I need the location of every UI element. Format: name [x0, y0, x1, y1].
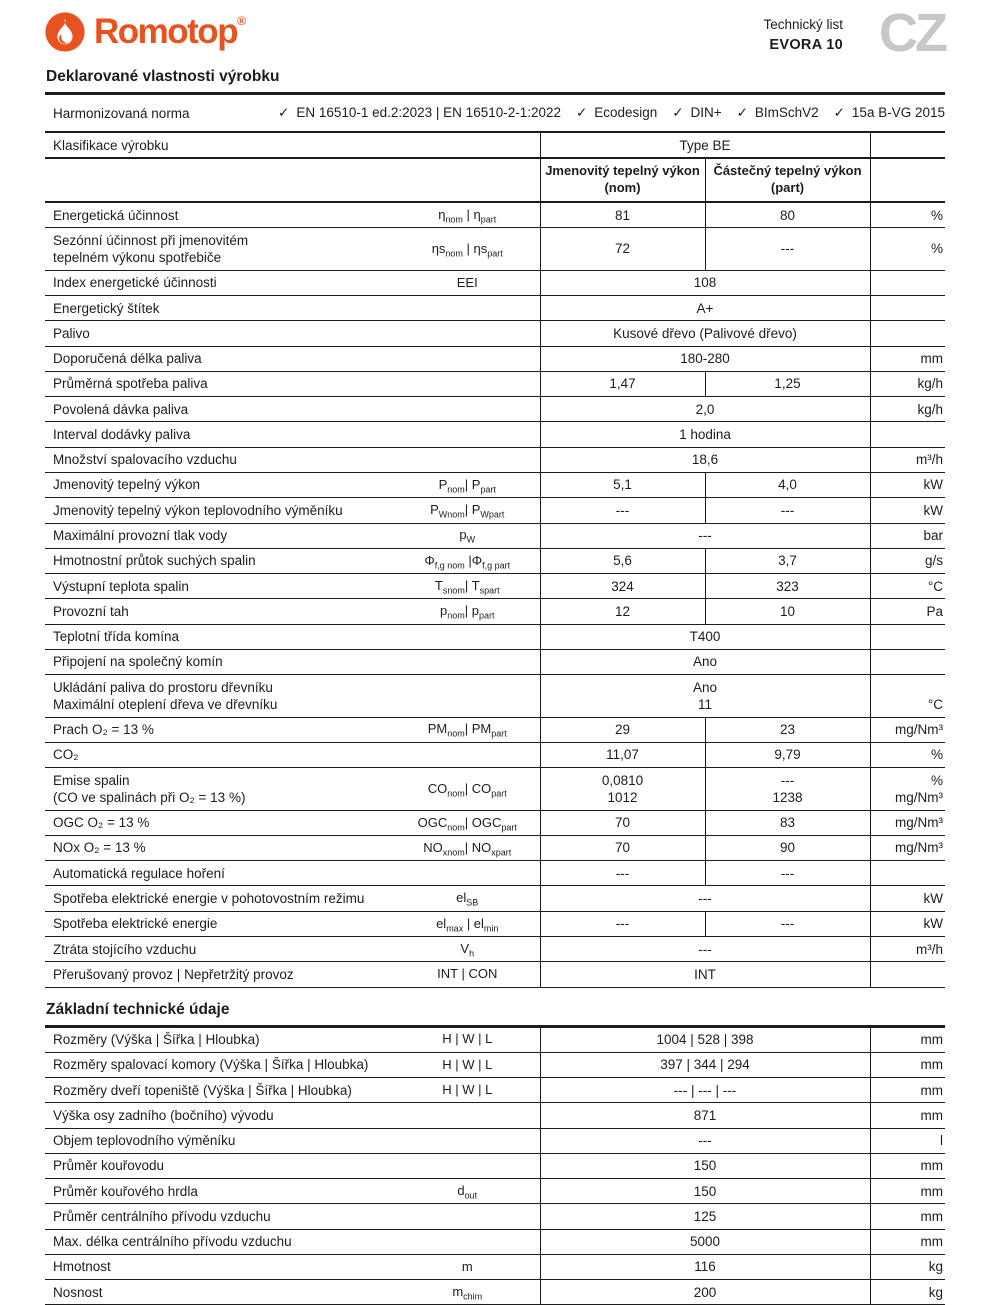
check-icon: ✓ [278, 105, 290, 120]
brand-name: Romotop® [94, 12, 246, 51]
unit-cell [870, 270, 945, 295]
row-label: Průměr kouřového hrdla [53, 1183, 198, 1199]
value-cell: 180-280 [540, 346, 870, 371]
value-cell-partial: 1,25 [705, 371, 870, 396]
unit-cell: mm [870, 346, 945, 371]
row-symbol: $P_{nom}|$ $P_{part}$ [438, 476, 496, 495]
row-label: Hmotnostní průtok suchých spalin [53, 553, 256, 569]
table-row [45, 886, 945, 911]
unit-cell: mm [870, 1103, 945, 1128]
row-label: Povolená dávka paliva [53, 401, 189, 417]
table-row [45, 548, 945, 573]
row-symbol: $p_W$ [459, 527, 476, 545]
value-cell-partial: 80 [705, 202, 870, 228]
row-symbol: $el_{max}$ | $el_{min}$ [436, 915, 499, 934]
col-header-line: Jmenovitý tepelný výkon [545, 163, 700, 179]
row-symbol: $OGC_{nom}|$ $OGC_{part}$ [417, 814, 517, 833]
value-cell: 1 hodina [540, 422, 870, 447]
norm-label: Harmonizovaná norma [53, 105, 190, 121]
value-cell-partial: 10 [705, 599, 870, 624]
table-row [45, 624, 945, 649]
unit-cell: % [870, 742, 945, 767]
column-header-row [45, 158, 945, 202]
value-cell-partial: --- [705, 911, 870, 936]
value-line: 0,0810 [601, 772, 644, 788]
unit-cell: kW [870, 886, 945, 911]
row-label: Výstupní teplota spalin [53, 578, 189, 594]
value-line: 1238 [772, 789, 803, 805]
unit-cell: m³/h [870, 937, 945, 962]
row-label: Doporučená délka paliva [53, 351, 202, 367]
norm-item [672, 105, 721, 121]
row-symbol: $el_{SB}$ [456, 890, 479, 908]
table-row [45, 911, 945, 936]
row-label: CO₂ [53, 747, 79, 763]
unit-cell: °C [870, 574, 945, 599]
row-symbol [395, 397, 540, 422]
value-cell: --- | --- | --- [540, 1078, 870, 1103]
norm-item [737, 105, 819, 121]
row-symbol: $\eta_{nom}$ | $\eta_{part}$ [438, 206, 497, 225]
table-row [45, 1179, 945, 1204]
row-symbol: $\eta s_{nom}$ | $\eta s_{part}$ [431, 240, 503, 259]
unit-cell [870, 649, 945, 674]
row-symbol [395, 346, 540, 371]
unit-cell: mg/Nm³ [870, 717, 945, 742]
row-label: Průměr centrálního přívodu vzduchu [53, 1208, 271, 1224]
unit-cell: m³/h [870, 447, 945, 472]
row-symbol [395, 1229, 540, 1254]
row-label: Rozměry (Výška | Šířka | Hloubka) [53, 1032, 260, 1048]
value-line: 11 [697, 696, 712, 712]
table-row [45, 1153, 945, 1178]
row-label: Automatická regulace hoření [53, 865, 225, 881]
value-cell-nominal: 324 [540, 574, 705, 599]
flame-icon [45, 12, 85, 52]
unit-cell: Pa [870, 599, 945, 624]
row-label: Energetická účinnost [53, 207, 179, 223]
value-cell-partial [705, 768, 870, 811]
unit-line: mg/Nm³ [895, 789, 943, 805]
row-label-line: Maximální oteplení dřeva ve dřevníku [53, 696, 278, 712]
table-row [45, 810, 945, 835]
value-cell-partial: 4,0 [705, 472, 870, 497]
table-row [45, 835, 945, 860]
row-label: Index energetické účinnosti [53, 275, 217, 291]
table-row [45, 447, 945, 472]
row-label: Přerušovaný provoz | Nepřetržitý provoz [53, 966, 294, 982]
value-cell: T400 [540, 624, 870, 649]
value-line: Ano [692, 679, 718, 695]
row-symbol: $p_{nom}|$ $p_{part}$ [440, 603, 495, 621]
row-label [45, 768, 395, 811]
value-cell: 150 [540, 1153, 870, 1178]
row-symbol: H | W | L [442, 1056, 493, 1072]
value-cell: 871 [540, 1103, 870, 1128]
row-symbol: EEI [456, 274, 478, 290]
check-icon: ✓ [575, 105, 588, 120]
row-label: Rozměry spalovací komory (Výška | Šířka | Hloubka) [53, 1057, 369, 1073]
table-row [45, 1052, 945, 1077]
romotop-logo [45, 10, 246, 54]
row-symbol [395, 742, 540, 767]
value-cell: 125 [540, 1204, 870, 1229]
value-cell: Ano [540, 649, 870, 674]
basic-technical-table [45, 1028, 945, 1305]
value-cell: 397 | 344 | 294 [540, 1052, 870, 1077]
unit-cell: mm [870, 1052, 945, 1077]
section-title-declared: Deklarované vlastnosti výrobku [45, 68, 945, 95]
row-label: OGC O₂ = 13 % [53, 815, 150, 831]
row-symbol: INT | CON [437, 966, 498, 982]
norm-item-label: BImSchV2 [754, 105, 819, 120]
unit-cell: kg [870, 1280, 945, 1305]
value-cell: 108 [540, 270, 870, 295]
table-row [45, 1103, 945, 1128]
value-cell: 2,0 [540, 397, 870, 422]
row-symbol [395, 371, 540, 396]
value-cell: --- [540, 1128, 870, 1153]
row-symbol [395, 1204, 540, 1229]
check-icon: ✓ [833, 105, 845, 120]
value-cell-nominal: 81 [540, 202, 705, 228]
row-symbol [395, 861, 540, 886]
norm-item-label: 15a B-VG 2015 [851, 105, 945, 120]
table-row [45, 472, 945, 497]
value-cell: INT [540, 962, 870, 987]
table-row [45, 270, 945, 295]
value-cell-nominal: --- [540, 498, 705, 523]
value-cell: 18,6 [540, 447, 870, 472]
row-label: Jmenovitý tepelný výkon [53, 477, 201, 493]
table-row [45, 523, 945, 548]
col-header-line: (nom) [604, 180, 641, 196]
table-row [45, 202, 945, 228]
value-cell-nominal: 5,1 [540, 472, 705, 497]
unit-cell [870, 133, 945, 158]
unit-cell: kW [870, 498, 945, 523]
row-symbol [395, 133, 540, 158]
unit-cell [870, 861, 945, 886]
table-row [45, 422, 945, 447]
unit-cell: l [870, 1128, 945, 1153]
row-label-line: Emise spalin [53, 772, 130, 788]
row-label: Ztráta stojícího vzduchu [53, 941, 197, 957]
unit-cell: kW [870, 472, 945, 497]
registered-mark-icon: ® [237, 14, 246, 28]
row-symbol [395, 1103, 540, 1128]
row-symbol [395, 321, 540, 346]
value-cell-nominal: 29 [540, 717, 705, 742]
language-badge: CZ [879, 3, 945, 63]
row-label-line: Sezónní účinnost při jmenovitém [53, 232, 249, 248]
row-label [45, 228, 395, 271]
unit-cell [870, 962, 945, 987]
norm-item-label: DIN+ [690, 105, 722, 120]
row-label: Průměrná spotřeba paliva [53, 376, 208, 392]
table-row [45, 1028, 945, 1053]
row-label-line: tepelném výkonu spotřebiče [53, 250, 222, 266]
unit-cell [870, 158, 945, 202]
value-cell: A+ [540, 296, 870, 321]
value-cell-nominal: --- [540, 861, 705, 886]
row-symbol [395, 158, 540, 202]
row-label [45, 675, 395, 718]
table-row [45, 371, 945, 396]
row-label-line: (CO ve spalinách při O₂ = 13 %) [53, 789, 246, 805]
row-label: Objem teplovodního výměníku [53, 1133, 236, 1149]
row-symbol [395, 649, 540, 674]
value-cell-nominal: 72 [540, 228, 705, 271]
table-row [45, 717, 945, 742]
row-label-line: Ukládání paliva do prostoru dřevníku [53, 679, 273, 695]
norm-item-label: Ecodesign [594, 105, 658, 120]
value-cell [540, 675, 870, 718]
model-name: EVORA 10 [769, 36, 843, 53]
table-row [45, 937, 945, 962]
row-label: Spotřeba elektrické energie [53, 916, 218, 932]
table-row [45, 498, 945, 523]
unit-cell: mm [870, 1229, 945, 1254]
row-symbol [395, 422, 540, 447]
table-row [45, 321, 945, 346]
row-label: Výška osy zadního (bočního) vývodu [53, 1107, 274, 1123]
unit-cell [870, 768, 945, 811]
row-label: Maximální provozní tlak vody [53, 528, 228, 543]
norm-items [278, 105, 945, 121]
row-symbol: $d_{out}$ [457, 1182, 478, 1201]
unit-cell: kg/h [870, 397, 945, 422]
value-cell: 200 [540, 1280, 870, 1305]
row-symbol [395, 296, 540, 321]
row-label: Interval dodávky paliva [53, 426, 191, 442]
page-header [45, 3, 945, 63]
table-row [45, 962, 945, 987]
value-cell: Kusové dřevo (Palivové dřevo) [540, 321, 870, 346]
norm-item [278, 105, 561, 121]
table-row [45, 1078, 945, 1103]
row-symbol [395, 1153, 540, 1178]
table-row [45, 574, 945, 599]
value-cell: --- [540, 937, 870, 962]
row-symbol [395, 675, 540, 718]
norm-item [834, 105, 945, 121]
value-cell: 1004 | 528 | 398 [540, 1028, 870, 1053]
table-row [45, 228, 945, 271]
unit-cell [870, 321, 945, 346]
row-label: Klasifikace výrobku [53, 137, 169, 153]
row-label: Teplotní třída komína [53, 629, 180, 645]
unit-cell [870, 296, 945, 321]
row-symbol: $NO_{xnom}|$ $NO_{xpart}$ [423, 839, 512, 858]
check-icon: ✓ [736, 105, 748, 120]
unit-cell: % [870, 228, 945, 271]
row-label: Průměr kouřovodu [53, 1158, 165, 1174]
row-label: NOx O₂ = 13 % [53, 840, 146, 856]
row-symbol: m [461, 1258, 473, 1274]
declared-properties-table [45, 133, 945, 988]
table-row [45, 1280, 945, 1305]
row-symbol [395, 624, 540, 649]
unit-cell: mm [870, 1078, 945, 1103]
table-row [45, 1254, 945, 1279]
col-header-nominal [540, 158, 705, 202]
table-row [45, 675, 945, 718]
row-symbol: $P_{Wnom}|$ $P_{Wpart}$ [430, 502, 505, 520]
table-row [45, 296, 945, 321]
unit-cell: mg/Nm³ [870, 835, 945, 860]
doc-type: Technický list [763, 17, 843, 32]
value-cell-partial: 323 [705, 574, 870, 599]
col-header-partial [705, 158, 870, 202]
value-cell: --- [540, 886, 870, 911]
col-header-line: (part) [770, 180, 805, 196]
table-row [45, 397, 945, 422]
row-symbol: $m_{chim}$ [452, 1284, 483, 1302]
row-symbol: $\Phi_{f,g nom}$ $|\Phi_{f,g part}$ [424, 552, 511, 571]
row-label: Provozní tah [53, 603, 129, 619]
row-symbol [395, 447, 540, 472]
value-line: --- [780, 772, 795, 788]
table-row [45, 1229, 945, 1254]
row-label: Prach O₂ = 13 % [53, 722, 154, 738]
value-cell-partial: --- [705, 228, 870, 271]
unit-cell [870, 422, 945, 447]
value-cell-nominal [540, 768, 705, 811]
unit-cell: kg [870, 1254, 945, 1279]
document-meta [763, 10, 843, 56]
value-cell-nominal: 5,6 [540, 548, 705, 573]
row-label: Spotřeba elektrické energie v pohotovostním režimu [53, 890, 365, 906]
table-row [45, 1128, 945, 1153]
row-symbol: $CO_{nom}|$ $CO_{part}$ [427, 780, 507, 799]
norm-item [576, 105, 657, 121]
row-label: Max. délka centrálního přívodu vzduchu [53, 1234, 292, 1250]
classification-value: Type BE [540, 133, 870, 158]
row-symbol [395, 1128, 540, 1153]
value-cell-partial: --- [705, 861, 870, 886]
row-symbol: $PM_{nom}|$ $PM_{part}$ [427, 721, 507, 740]
value-cell-partial: 9,79 [705, 742, 870, 767]
classification-row [45, 133, 945, 158]
harmonized-norm-row [45, 95, 945, 133]
row-symbol: $T_{snom}|$ $T_{spart}$ [434, 577, 500, 596]
table-row [45, 649, 945, 674]
row-label: Palivo [53, 325, 90, 341]
value-cell-nominal: 1,47 [540, 371, 705, 396]
unit-cell [870, 624, 945, 649]
row-label: Připojení na společný komín [53, 654, 223, 670]
unit-cell: % [870, 202, 945, 228]
table-row [45, 768, 945, 811]
row-symbol: H | W | L [442, 1031, 493, 1047]
value-cell-partial: 90 [705, 835, 870, 860]
table-row [45, 861, 945, 886]
table-row [45, 599, 945, 624]
row-symbol: $V_h$ [460, 940, 475, 959]
value-cell: 150 [540, 1179, 870, 1204]
value-cell-nominal: 70 [540, 810, 705, 835]
table-row [45, 742, 945, 767]
value-line: 1012 [607, 789, 638, 805]
unit-cell: kW [870, 911, 945, 936]
row-label: Energetický štítek [53, 300, 160, 316]
check-icon: ✓ [672, 105, 684, 120]
value-cell-partial: 3,7 [705, 548, 870, 573]
unit-cell: mm [870, 1028, 945, 1053]
row-label: Rozměry dveří topeniště (Výška | Šířka | Hloubka) [53, 1082, 352, 1098]
unit-cell: mg/Nm³ [870, 810, 945, 835]
value-cell: 116 [540, 1254, 870, 1279]
unit-cell: °C [870, 675, 945, 718]
table-row [45, 1204, 945, 1229]
value-cell-partial: 83 [705, 810, 870, 835]
unit-line: % [930, 772, 943, 788]
row-label [45, 158, 395, 202]
value-cell-nominal: 11,07 [540, 742, 705, 767]
unit-cell: g/s [870, 548, 945, 573]
row-label: Množství spalovacího vzduchu [53, 452, 237, 468]
value-cell: --- [540, 523, 870, 548]
unit-cell: bar [870, 523, 945, 548]
value-cell: 5000 [540, 1229, 870, 1254]
unit-cell: kg/h [870, 371, 945, 396]
row-label: Hmotnost [53, 1259, 111, 1275]
value-cell-nominal: 12 [540, 599, 705, 624]
row-label: Nosnost [53, 1284, 103, 1300]
value-cell-partial: --- [705, 498, 870, 523]
section-title-basic: Základní technické údaje [45, 1001, 945, 1028]
col-header-line: Částečný tepelný výkon [713, 163, 862, 179]
row-symbol: H | W | L [442, 1081, 493, 1097]
value-cell-partial: 23 [705, 717, 870, 742]
row-label: Jmenovitý tepelný výkon teplovodního výměníku [53, 502, 343, 518]
unit-cell: mm [870, 1179, 945, 1204]
table-row [45, 346, 945, 371]
value-cell-nominal: 70 [540, 835, 705, 860]
value-cell-nominal: --- [540, 911, 705, 936]
norm-item-label: EN 16510-1 ed.2:2023 | EN 16510-2-1:2022 [296, 105, 562, 120]
unit-cell: mm [870, 1204, 945, 1229]
unit-cell: mm [870, 1153, 945, 1178]
